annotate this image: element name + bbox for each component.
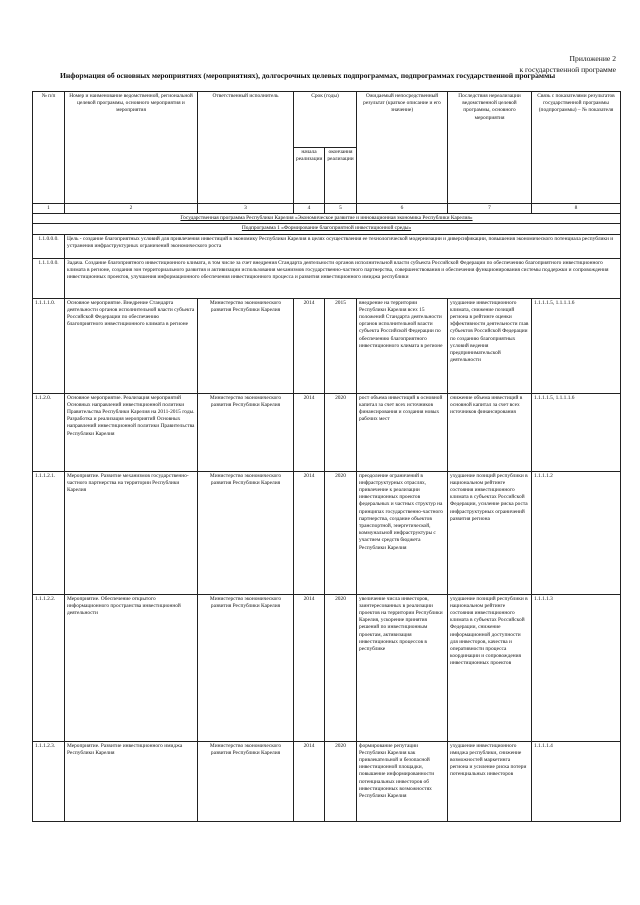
header-start: начала реализации — [294, 148, 325, 204]
header-consequences: Последствия нереализации ведомственной целевой программы, основного мероприятия — [448, 92, 532, 204]
row-number: 1.1.1.1.0. — [33, 298, 65, 393]
row-consequences: снижение объема инвестиций в основной капитал за счет всех источников финансирования — [448, 393, 532, 471]
task-text: Задача. Создание благоприятного инвестиционного климата, в том числе за счет внедрения Стандарта деятельности органов исполнительной власти субъекта Российской Федерации по обеспечению благоприятного инвестиционного климата в регионе, создания зон территориального развития и активизации использования механизмов государственно-частного партнерства, совершенствования и обеспечения функционирования системы поддержки и сопровождения инвестиционных проектов, улучшения информационного обеспечения инвестиционного процесса и развития инвестиционного имиджа республики — [65, 258, 621, 298]
subprogram-row — [33, 224, 621, 234]
task-number: 1.1.1.0.0. — [33, 258, 65, 298]
row-link: 1.1.1.1.5, 1.1.1.1.6 — [532, 393, 621, 471]
row-executor: Министерство экономического развития Республики Карелия — [198, 393, 294, 471]
row-executor: Министерство экономического развития Республики Карелия — [198, 594, 294, 741]
row-number: 1.1.1.2.3. — [33, 741, 65, 821]
appendix-label: Приложение 2 — [569, 54, 616, 63]
row-link: 1.1.1.1.5, 1.1.1.1.6 — [532, 298, 621, 393]
program-title: Государственная программа Республики Карелия «Экономическое развитие и инновационная экономика Республики Карелия» — [33, 214, 621, 224]
appendix-subtitle: к государственной программе — [519, 65, 616, 74]
row-number: 1.1.1.2.2. — [33, 594, 65, 741]
row-start: 2014 — [294, 471, 325, 594]
row-end: 2020 — [325, 741, 357, 821]
header-end: окончания реализации — [325, 148, 357, 204]
row-name: Мероприятие. Развитие механизмов государственно-частного партнерства на территории Республики Карелия — [65, 471, 198, 594]
row-executor: Министерство экономического развития Республики Карелия — [198, 741, 294, 821]
row-end: 2015 — [325, 298, 357, 393]
table-row — [33, 298, 621, 393]
goal-number: 1.1.0.0.0. — [33, 234, 65, 258]
task-row — [33, 258, 621, 298]
row-consequences: ухудшение инвестиционного имиджа республики, снижение возможностей маркетинга региона и усиление риска потери потенциальных инвесторов — [448, 741, 532, 821]
row-number: 1.1.1.2.1. — [33, 471, 65, 594]
row-end: 2020 — [325, 471, 357, 594]
row-consequences: ухудшение позиций республики в национальном рейтинге состояния инвестиционного климата в субъектах Российской Федерации, снижение информационной доступности для инвесторов, качества и оперативности процесса координации и сопровождения инвестиционных проектов — [448, 594, 532, 741]
row-executor: Министерство экономического развития Республики Карелия — [198, 298, 294, 393]
col-number: 4 — [294, 204, 325, 214]
table-row — [33, 471, 621, 594]
row-executor: Министерство экономического развития Республики Карелия — [198, 471, 294, 594]
row-name: Основное мероприятие. Реализация мероприятий Основных направлений инвестиционной политики Правительства Республики Карелия на 2011-2015 годы. Разработка и реализация мероприятий Основных направлений инвестиционной политики Правительства Республики Карелия — [65, 393, 198, 471]
row-name: Мероприятие. Обеспечение открытого информационного пространства инвестиционной деятельности — [65, 594, 198, 741]
row-consequences: ухудшение позиций республики в национальном рейтинге состояния инвестиционного климата в субъектах Российской Федерации, усиление риска роста инфраструктурных ограничений развития региона — [448, 471, 532, 594]
row-result: преодоление ограничений в инфраструктурных отраслях, привлечение к реализации инвестиционных проектов федеральных и частных структур на принципах государственно-частного партнерства, создание объектов транспортной, энергетической, коммунальной инфраструктуры с участием средств бюджета Республики Карелия — [357, 471, 448, 594]
row-number: 1.1.2.0. — [33, 393, 65, 471]
row-end: 2020 — [325, 594, 357, 741]
row-start: 2014 — [294, 741, 325, 821]
row-start: 2014 — [294, 393, 325, 471]
header-executor: Ответственный исполнитель — [198, 92, 294, 204]
table-row — [33, 393, 621, 471]
row-link: 1.1.1.1.4 — [532, 741, 621, 821]
col-number: 7 — [448, 204, 532, 214]
column-number-row — [33, 204, 621, 214]
measures-table — [32, 91, 621, 822]
header-term: Срок (годы) — [294, 92, 357, 148]
row-consequences: ухудшение инвестиционного климата, снижение позиций региона в рейтинге оценки эффективности деятельности глав субъектов Российской Федерации по созданию благоприятных условий ведения предпринимательской деятельности — [448, 298, 532, 393]
row-start: 2014 — [294, 594, 325, 741]
row-name: Основное мероприятие. Внедрение Стандарта деятельности органов исполнительной власти субъекта Российской Федерации по обеспечению благоприятного инвестиционного климата в регионе — [65, 298, 198, 393]
table-row — [33, 741, 621, 821]
header-num: № п/п — [33, 92, 65, 204]
col-number: 5 — [325, 204, 357, 214]
row-start: 2014 — [294, 298, 325, 393]
row-result: формирование репутации Республики Карелия как привлекательной и безопасной инвестиционной площадки, повышение информированности потенциальных инвесторов об инвестиционных возможностях Республики Карелия — [357, 741, 448, 821]
goal-row — [33, 234, 621, 258]
col-number: 6 — [357, 204, 448, 214]
table-row — [33, 594, 621, 741]
header-link: Связь с показателями результатов государственной программы (подпрограммы) – № показателя — [532, 92, 621, 204]
row-result: увеличение числа инвесторов, заинтересованных в реализации проектов на территории Республики Карелия, ускорение принятия решений по инвестиционным проектам, активизация инвестиционных процессов в республике — [357, 594, 448, 741]
row-result: рост объема инвестиций в основной капитал за счет всех источников финансирования и создания новых рабочих мест — [357, 393, 448, 471]
program-row — [33, 214, 621, 224]
row-link: 1.1.1.1.3 — [532, 594, 621, 741]
header-row — [33, 92, 621, 148]
row-end: 2020 — [325, 393, 357, 471]
col-number: 2 — [65, 204, 198, 214]
subprogram-title: Подпрограмма 1 «Формирование благоприятной инвестиционной среды» — [33, 224, 621, 234]
row-name: Мероприятие. Развитие инвестиционного имиджа Республики Карелия — [65, 741, 198, 821]
col-number: 8 — [532, 204, 621, 214]
col-number: 1 — [33, 204, 65, 214]
header-result: Ожидаемый непосредственный результат (краткое описание и его значение) — [357, 92, 448, 204]
col-number: 3 — [198, 204, 294, 214]
goal-text: Цель - создание благоприятных условий для привлечения инвестиций в экономику Республики Карелия в целях осуществления ее технологической модернизации и диверсификации, повышения экономического потенциала республики и устранения инфраструктурных ограничений экономического роста — [65, 234, 621, 258]
document-title: Информация об основных мероприятиях (мероприятиях), долгосрочных целевых подпрограммах, подпрограммах государственной программы — [60, 71, 556, 80]
row-result: внедрение на территории Республики Карелия всех 15 положений Стандарта деятельности органов исполнительной власти субъекта Российской Федерации по обеспечению благоприятного инвестиционного климата в регионе — [357, 298, 448, 393]
header-name: Номер и наименование ведомственной, региональной целевой программы, основного мероприятия и мероприятия — [65, 92, 198, 204]
row-link: 1.1.1.1.2 — [532, 471, 621, 594]
